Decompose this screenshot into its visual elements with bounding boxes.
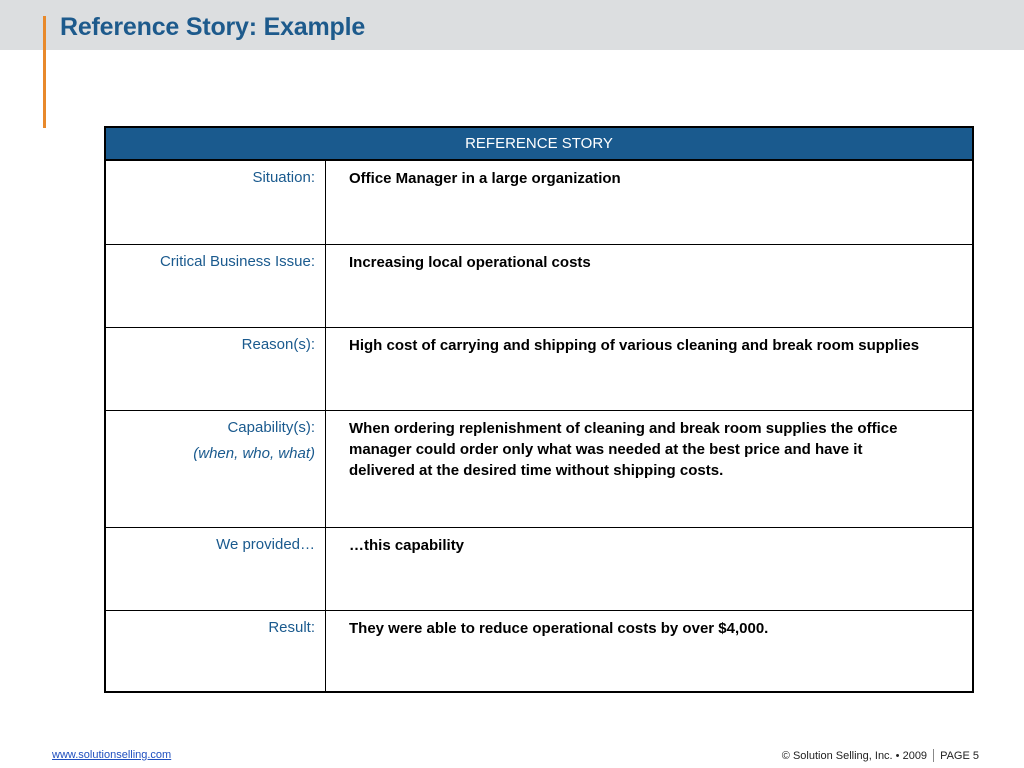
table-row-critical-business-issue — [106, 245, 972, 328]
row-label: Capability(s): (when, who, what) — [106, 411, 326, 527]
row-label: Reason(s): — [106, 328, 326, 410]
slide-title: Reference Story: Example — [60, 13, 366, 41]
footer-divider — [933, 749, 934, 762]
table-header: REFERENCE STORY — [106, 128, 972, 161]
table-row-we-provided — [106, 528, 972, 611]
page-number: PAGE 5 — [940, 749, 979, 762]
row-sublabel: (when, who, what) — [193, 445, 315, 462]
row-value: They were able to reduce operational costs by over $4,000. — [349, 620, 769, 637]
footer-info — [782, 749, 979, 762]
row-value: …this capability — [349, 537, 465, 554]
row-label: Critical Business Issue: — [106, 245, 326, 327]
table-row-situation — [106, 161, 972, 245]
row-label: We provided… — [106, 528, 326, 610]
copyright-text: © Solution Selling, Inc. • 2009 — [781, 749, 928, 762]
reference-story-table — [104, 126, 974, 693]
accent-line — [43, 16, 46, 128]
row-label: Result: — [106, 611, 326, 691]
row-label: Situation: — [106, 161, 326, 244]
table-row-reasons — [106, 328, 972, 411]
row-value: Office Manager in a large organization — [349, 170, 621, 187]
table-row-capabilities — [106, 411, 972, 528]
row-value: When ordering replenishment of cleaning and break room supplies the office manager could order only what was needed at the best price and have it delivered at the desired time without shipping costs. — [349, 420, 898, 479]
website-link[interactable]: www.solutionselling.com — [52, 749, 172, 761]
row-value: High cost of carrying and shipping of various cleaning and break room supplies — [349, 337, 920, 354]
table-row-result — [106, 611, 972, 691]
row-value: Increasing local operational costs — [349, 254, 591, 271]
